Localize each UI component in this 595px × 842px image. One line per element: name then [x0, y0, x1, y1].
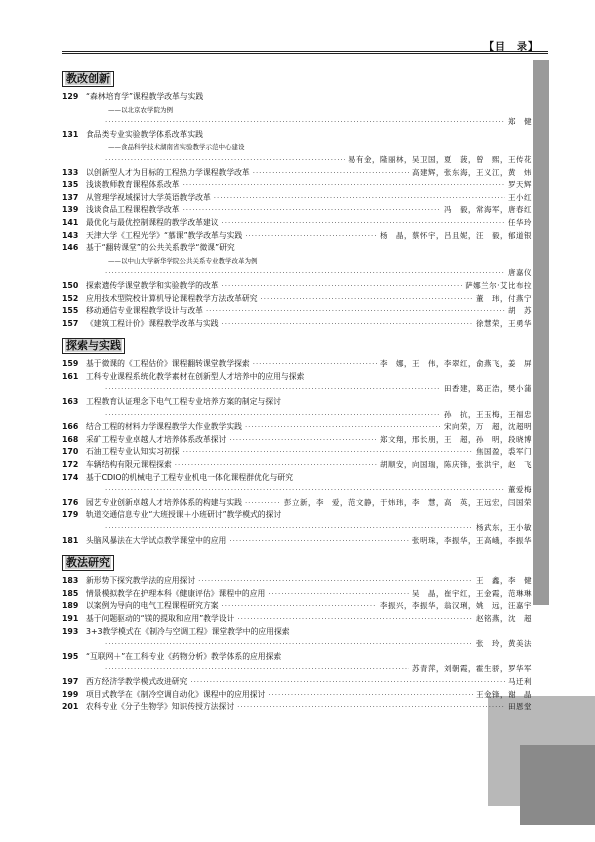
- entry-page-number: 176: [62, 497, 79, 507]
- entry-title: 以创新型人才为目标的工程热力学课程教学改革: [86, 167, 250, 177]
- leader-dots: [105, 267, 505, 280]
- entry-line: [86, 459, 532, 472]
- entry-page-number: 137: [62, 192, 79, 202]
- entry-page-number: 150: [62, 280, 79, 290]
- entry-title: 新形势下探究教学法的应用探讨: [86, 576, 196, 586]
- leader-dots: [245, 497, 281, 510]
- entry-page-number: 131: [62, 129, 79, 139]
- entry-subtitle: ——以中山大学新华学院公共关系专业教学改革为例: [108, 256, 258, 265]
- entry-title: 农科专业《分子生物学》知识传授方法探讨: [86, 702, 235, 712]
- entry-page-number: 135: [62, 180, 79, 190]
- entry-title: 以案例为导向的电气工程课程研究方案: [86, 601, 219, 611]
- leader-dots: [214, 192, 505, 205]
- leader-dots: [222, 280, 463, 293]
- toc-entry[interactable]: [62, 280, 532, 293]
- entry-authors: 张明珠，李振华，王高峨，李振华: [412, 535, 532, 545]
- leader-dots: [105, 663, 409, 676]
- entry-author-line: [102, 484, 532, 497]
- leader-dots: [190, 676, 505, 689]
- toc-entry[interactable]: [62, 676, 532, 689]
- entry-authors: 胡顺安，向国瑞，陈庆锋，张洪宇，赵 飞: [380, 460, 532, 470]
- entry-page-number: 157: [62, 318, 79, 328]
- toc-entry[interactable]: [62, 242, 532, 280]
- entry-authors: 易有金，隆丽林，吴卫国，夏 菠，曾 熙，王传花: [348, 154, 532, 164]
- leader-dots: [253, 358, 377, 371]
- entry-author-line: [102, 267, 532, 280]
- entry-page-number: 195: [62, 651, 79, 661]
- entry-authors: 苏青萍，刘朝霞，霍生骄，罗华军: [412, 664, 532, 674]
- entry-title: “森林培育学”课程教学改革与实践: [86, 92, 204, 101]
- toc-entry[interactable]: [62, 626, 532, 651]
- entry-line: [86, 204, 532, 217]
- entry-subtitle: ——以北京农学院为例: [108, 105, 173, 114]
- entry-authors: 董爱梅: [508, 485, 532, 495]
- entry-line: [86, 179, 532, 192]
- entry-line: [86, 293, 532, 306]
- entry-line: [86, 497, 532, 510]
- entry-authors: 唐嘉仪: [508, 268, 532, 278]
- section-heading: [62, 338, 125, 354]
- toc-entry[interactable]: [62, 509, 532, 534]
- entry-page-number: 199: [62, 689, 79, 699]
- entry-title: 移动通信专业课程教学设计与改革: [86, 306, 203, 316]
- toc-entry[interactable]: [62, 217, 532, 230]
- toc-entry[interactable]: [62, 651, 532, 676]
- entry-page-number: 193: [62, 626, 79, 636]
- entry-author-line: [102, 383, 532, 396]
- entry-authors: 王金锋，谢 晶: [476, 689, 532, 699]
- entry-title: 基于问题驱动的“镁的提取和应用”教学设计: [86, 613, 235, 623]
- entry-authors: 张 玲，黄美法: [476, 639, 532, 649]
- entry-line: [86, 446, 532, 459]
- entry-page-number: 129: [62, 92, 79, 101]
- toc-entry[interactable]: [62, 497, 532, 510]
- corner-decoration-dark: [520, 745, 595, 825]
- toc-entry[interactable]: [62, 305, 532, 318]
- entry-line: [86, 676, 532, 689]
- entry-line: [86, 689, 532, 702]
- entry-page-number: 133: [62, 167, 79, 177]
- entry-authors: 赵铭燕，沈 超: [476, 613, 532, 623]
- section-heading-text: 教法研究: [66, 556, 110, 570]
- entry-page-number: 174: [62, 472, 79, 482]
- entry-subtitle: ——食品科学技术湖南省实验教学示范中心建设: [108, 143, 245, 152]
- leader-dots: [105, 409, 441, 422]
- entry-authors: 李振兴，李振华，翁汉琍，姚 远，汪嘉宇: [380, 601, 532, 611]
- entry-line: [86, 535, 532, 548]
- entry-title: “互联网＋”在工科专业《药物分析》教学体系的应用探索: [86, 651, 282, 661]
- leader-dots: [198, 575, 473, 588]
- entry-page-number: 172: [62, 460, 79, 470]
- entry-title: 从管理学视域探讨大学英语教学改革: [86, 192, 211, 202]
- leader-dots: [105, 522, 473, 535]
- entry-authors: 马迁利: [508, 676, 532, 686]
- entry-authors: 王小红: [508, 192, 532, 202]
- entry-authors: 胡 苏: [508, 306, 532, 316]
- entry-page-number: 143: [62, 230, 79, 240]
- table-of-contents: [62, 67, 532, 718]
- leader-dots: [245, 230, 377, 243]
- entry-title: 工科专业课程系统化教学素材在创新型人才培养中的应用与探索: [86, 371, 305, 381]
- entry-title: 项目式教学在《制冷空调自动化》课程中的应用探讨: [86, 689, 266, 699]
- leader-dots: [222, 318, 473, 331]
- toc-entry[interactable]: [62, 204, 532, 217]
- toc-entry[interactable]: [62, 689, 532, 702]
- entry-line: [86, 167, 532, 180]
- entry-page-number: 141: [62, 217, 79, 227]
- entry-page-number: 189: [62, 601, 79, 611]
- section-heading-text: 探索与实践: [66, 339, 121, 353]
- entry-page-number: 185: [62, 588, 79, 598]
- toc-entry[interactable]: [62, 575, 532, 588]
- entry-author-line: [102, 638, 532, 651]
- leader-dots: [268, 689, 473, 702]
- toc-section: [62, 67, 532, 330]
- entry-line: [86, 230, 532, 243]
- leader-dots: [183, 446, 473, 459]
- toc-entry[interactable]: [62, 600, 532, 613]
- entry-line: [86, 280, 532, 293]
- entry-title: 西方经济学教学模式改进研究: [86, 676, 188, 686]
- section-heading: [62, 71, 114, 87]
- entry-author-line: [102, 663, 532, 676]
- entry-authors: 孙 抗，王玉梅，王福忠: [444, 409, 532, 419]
- entry-title: 食品类专业实验教学体系改革实践: [86, 129, 203, 139]
- toc-entry[interactable]: [62, 459, 532, 472]
- leader-dots: [105, 116, 505, 129]
- entry-line: [86, 434, 532, 447]
- toc-entry[interactable]: [62, 318, 532, 331]
- entry-title: 基于CDIO的机械电子工程专业机电一体化课程群优化与研究: [86, 472, 294, 482]
- toc-entry[interactable]: [62, 293, 532, 306]
- entry-title: 园艺专业创新卓越人才培养体系的构建与实践: [86, 497, 242, 507]
- toc-entry[interactable]: [62, 472, 532, 497]
- toc-entry[interactable]: [62, 230, 532, 243]
- entry-title: 结合工程的材料力学课程教学大作业教学实践: [86, 422, 242, 432]
- entry-page-number: 161: [62, 371, 79, 381]
- entry-page-number: 163: [62, 397, 79, 407]
- leader-dots: [253, 167, 409, 180]
- entry-authors: 吴 晶，崔宇红，王金霞，范琳琳: [412, 588, 532, 598]
- toc-header-label: 【目 录】: [484, 42, 539, 53]
- toc-entry[interactable]: [62, 192, 532, 205]
- leader-dots: [183, 179, 505, 192]
- entry-page-number: 155: [62, 306, 79, 316]
- leader-dots: [105, 154, 345, 167]
- toc-entry[interactable]: [62, 613, 532, 626]
- entry-title: 最优化与最优控制课程的教学改革建议: [86, 217, 219, 227]
- entry-authors: 冯 毅，常海军，唐春红: [444, 205, 532, 215]
- entry-authors: 董 玮，付燕宁: [476, 293, 532, 303]
- entry-author-line: [102, 522, 532, 535]
- entry-authors: 郑文翔，邢长朋，王 超，孙 明，段晓博: [380, 434, 532, 444]
- leader-dots: [105, 638, 473, 651]
- leader-dots: [105, 484, 505, 497]
- entry-title: 天津大学《工程光学》“慕课”教学改革与实践: [86, 230, 243, 240]
- entry-authors: 王 鑫，李 健: [476, 576, 532, 586]
- entry-line: [86, 421, 532, 434]
- entry-line: [86, 305, 532, 318]
- leader-dots: [237, 613, 473, 626]
- toc-entry[interactable]: [62, 129, 532, 167]
- entry-page-number: 181: [62, 535, 79, 545]
- entry-line: [86, 613, 532, 626]
- entry-authors: 杨武东，王小敏: [476, 523, 532, 532]
- entry-title: 基于微课的《工程估价》课程翻转课堂教学探索: [86, 359, 250, 369]
- leader-dots: [245, 421, 441, 434]
- entry-authors: 田香建，葛正浩，樊小蒲: [444, 384, 532, 394]
- toc-entry[interactable]: [62, 358, 532, 371]
- entry-author-line: [102, 154, 532, 167]
- leader-dots: [229, 535, 409, 548]
- header-rule: [62, 51, 548, 52]
- entry-title: 应用技术型院校计算机导论课程教学方法改革研究: [86, 293, 258, 303]
- entry-title: 采矿工程专业卓越人才培养体系改革探讨: [86, 434, 227, 444]
- toc-entry[interactable]: [62, 179, 532, 192]
- entry-page-number: 166: [62, 422, 79, 432]
- entry-line: [86, 318, 532, 331]
- toc-entry[interactable]: [62, 371, 532, 396]
- toc-entry[interactable]: [62, 535, 532, 548]
- entry-title: 探索遗传学课堂教学和实验教学的改革: [86, 280, 219, 290]
- header-rule-2: [62, 53, 548, 54]
- entry-authors: 彭立新，李 爱，范文静，于炜玮，李 慧，高 英，王远宏，闫国荣: [284, 497, 532, 507]
- section-heading: [62, 555, 114, 571]
- entry-title: 工程教育认证理念下电气工程专业培养方案的制定与探讨: [86, 397, 281, 407]
- toc-entry[interactable]: [62, 701, 532, 714]
- toc-entry[interactable]: [62, 446, 532, 459]
- entry-title: 基于“翻转课堂”的公共关系教学“微课”研究: [86, 243, 235, 253]
- entry-title: 轨道交通信息专业“大班授课＋小班研讨”教学模式的探讨: [86, 510, 282, 520]
- entry-line: [86, 358, 532, 371]
- entry-page-number: 191: [62, 613, 79, 623]
- entry-line: [86, 192, 532, 205]
- entry-authors: 罗天辉: [508, 180, 532, 190]
- entry-title: 情景模拟教学在护理本科《健康评估》课程中的应用: [86, 588, 266, 598]
- entry-page-number: 170: [62, 447, 79, 457]
- entry-page-number: 183: [62, 576, 79, 586]
- leader-dots: [229, 434, 377, 447]
- leader-dots: [206, 305, 505, 318]
- entry-authors: 田恩堂: [508, 702, 532, 712]
- leader-dots: [222, 600, 377, 613]
- leader-dots: [175, 459, 377, 472]
- entry-page-number: 152: [62, 293, 79, 303]
- entry-page-number: 179: [62, 510, 79, 520]
- toc-section: [62, 334, 532, 547]
- entry-authors: 萨娜兰尔·艾比布拉: [465, 280, 532, 290]
- entry-line: [86, 575, 532, 588]
- entry-line: [86, 701, 532, 714]
- entry-authors: 焦国盈，裘军门: [476, 447, 532, 457]
- entry-title: 3+3教学模式在《制冷与空调工程》课堂教学中的应用探索: [86, 626, 290, 636]
- entry-page-number: 168: [62, 434, 79, 444]
- entry-page-number: 197: [62, 676, 79, 686]
- side-tab-bar: [533, 60, 549, 605]
- entry-authors: 杨 晶，蔡怀宇，吕且妮，汪 毅，郁道银: [380, 230, 532, 240]
- leader-dots: [183, 204, 441, 217]
- entry-authors: 宋向荣，万 超，沈超明: [444, 422, 532, 432]
- toc-entry[interactable]: [62, 421, 532, 434]
- toc-entry[interactable]: [62, 588, 532, 601]
- entry-title: 浅谈教师教育课程体系改革: [86, 180, 180, 190]
- entry-authors: 任华玲: [508, 217, 532, 227]
- entry-page-number: 139: [62, 205, 79, 215]
- entry-line: [86, 217, 532, 230]
- entry-title: 浅谈食品工程课程教学改革: [86, 205, 180, 215]
- toc-section: [62, 551, 532, 714]
- section-heading-text: 教改创新: [66, 72, 110, 85]
- toc-entry[interactable]: [62, 396, 532, 421]
- entry-title: 头脑风暴法在大学试点教学课堂中的应用: [86, 535, 227, 545]
- entry-title: 《建筑工程计价》课程教学改革与实践: [86, 318, 219, 328]
- entry-authors: 李 娜，王 伟，李翠红，俞燕飞，姜 屏: [380, 359, 532, 369]
- leader-dots: [237, 701, 505, 714]
- entry-line: [86, 600, 532, 613]
- entry-authors: 徐慧荣，王勇华: [476, 318, 532, 328]
- entry-page-number: 146: [62, 243, 79, 253]
- leader-dots: [268, 588, 409, 601]
- entry-authors: 高建辉，张东海，王义江，黄 炜: [412, 167, 532, 177]
- entry-author-line: [102, 116, 532, 129]
- leader-dots: [105, 383, 441, 396]
- entry-authors: 郑 健: [508, 117, 532, 127]
- entry-page-number: 201: [62, 702, 79, 712]
- entry-author-line: [102, 409, 532, 422]
- entry-line: [86, 588, 532, 601]
- leader-dots: [261, 293, 473, 306]
- entry-title: 石油工程专业认知实习初探: [86, 447, 180, 457]
- entry-page-number: 159: [62, 359, 79, 369]
- entry-title: 车辆结构有限元课程探索: [86, 460, 172, 470]
- toc-entry[interactable]: [62, 91, 532, 129]
- toc-entry[interactable]: [62, 434, 532, 447]
- toc-entry[interactable]: [62, 167, 532, 180]
- leader-dots: [222, 217, 505, 230]
